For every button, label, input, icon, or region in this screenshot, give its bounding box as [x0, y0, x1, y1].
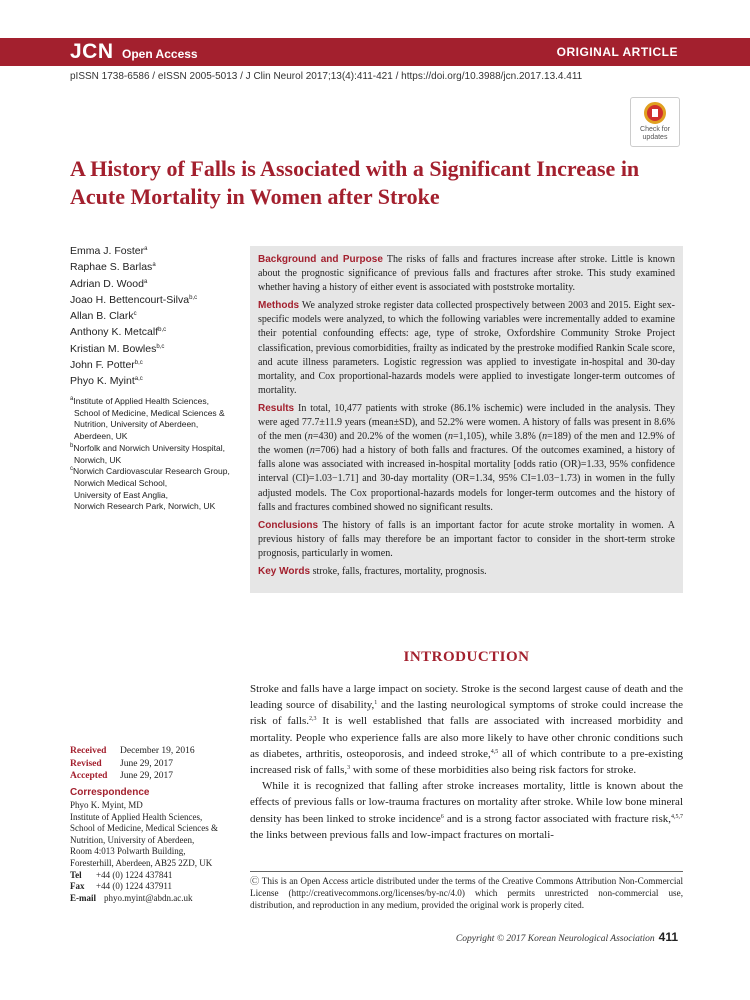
correspondence-heading: Correspondence: [70, 787, 150, 798]
author[interactable]: John F. Potter$^{b,c}$: [70, 359, 143, 372]
abstract-box: [250, 246, 683, 593]
article-title: A History of Falls is Associated with a Significant Increase in Acute Mortality in Women after Stroke: [70, 156, 640, 209]
author[interactable]: Emma J. Foster$^a$: [70, 245, 148, 257]
introduction-heading: INTRODUCTION: [403, 649, 530, 665]
page-footer: [456, 930, 678, 944]
fax-line: Fax +44 (0) 1224 437911: [70, 881, 172, 892]
check-updates-line1: Check for: [640, 126, 670, 133]
license-note: Ⓒ This is an Open Access article distributed under the terms of the Creative Commons Attribution Non-Commercial License (http://creativecommons.org/licenses/by-nc/4.0) which permits unrestricted non-commercial use, distribution, and reproduction in any medium, provided the original work is properly cited.: [250, 871, 683, 912]
check-for-updates-button[interactable]: [630, 97, 680, 147]
tel-line: Tel +44 (0) 1224 437841: [70, 869, 173, 880]
abstract-conclusions: Conclusions The history of falls is an important factor for acute stroke mortality in women. A previous history of falls may therefore be an important factor to consider in the short-term stroke prognosis, particularly in women.: [258, 519, 675, 559]
abstract-methods: Methods We analyzed stroke register data collected prospectively between 2003 and 2015. Eight sex-specific models were analyzed, to which the following variables were incrementally added to examine their potential confounding effects: age, type of stroke, Oxfordshire Community Stroke Project classification, previous comorbidities, frailty as indicated by the prestroke modified Rankin Scale score, and acute illness parameters. Logistic regression was applied to investigate in-hospital and 30-day mortality, and Cox proportional-hazards models were applied to investigate longer-term outcomes of mortality.: [258, 300, 675, 396]
author[interactable]: Allan B. Clark$^c$: [70, 310, 137, 323]
article-dates: [70, 745, 195, 783]
date-row: Received December 19, 2016: [70, 746, 195, 756]
check-updates-line2: updates: [642, 134, 668, 141]
author[interactable]: Kristian M. Bowles$^{b,c}$: [70, 342, 165, 355]
correspondence-block: Phyo K. Myint, MD Institute of Applied Health Sciences, School of Medicine, Medical Sciences & Nutrition, University of Aberdeen, Room 4:013 Polwarth Building, Foresterhill, Aberdeen, AB25 2ZD, UK Tel +44 (0) 1224 437841 Fax +44 (0) 1224 437911 E-mail phyo.myint@abdn.ac.uk: [70, 800, 218, 903]
affiliations: [70, 396, 245, 513]
abstract-results: Results In total, 10,477 patients with stroke (86.1% ischemic) were included in the analysis. They were aged 77.7±11.9 years (mean±SD), and 52.2% were women. A history of falls was present in 8.6% of the men (n=430) and 20.2% of the women (n=1,105), while 3.8% (n=189) of the men and 12.9% of the women (n=706) had a history of both falls and fractures. Of the outcomes examined, a history of falls alone was associated with increased in-hospital mortality [odds ratio (OR)=1.33, 95% confidence interval (CI)=1.03−1.71] and 30-day mortality (OR=1.34, 95% CI=1.03−1.73) in women in the fully adjusted models. The Cox proportional-hazards models for longer-term outcomes and the history of falls and fractures combined showed no significant results.: [258, 402, 675, 513]
abstract-keywords: Key Words stroke, falls, fractures, mortality, prognosis.: [258, 565, 487, 577]
date-row: Accepted June 29, 2017: [70, 771, 174, 782]
author[interactable]: Joao H. Bettencourt-Silva$^{b,c}$: [70, 293, 198, 306]
page-number: 411: [658, 930, 678, 944]
author[interactable]: Phyo K. Myint$^{a,c}$: [70, 375, 143, 388]
citation-line: pISSN 1738-6586 / eISSN 2005-5013 / J Clin Neurol 2017;13(4):411-421 / https://doi.org/10.3988/jcn.2017.13.4.411: [70, 71, 583, 82]
copyright: Copyright © 2017 Korean Neurological Association: [455, 934, 655, 944]
date-row: Revised June 29, 2017: [70, 758, 174, 769]
email-line: E-mail phyo.myint@abdn.ac.uk: [70, 892, 193, 903]
email-link[interactable]: phyo.myint@abdn.ac.uk: [104, 892, 193, 903]
author[interactable]: Adrian D. Wood$^a$: [70, 277, 148, 290]
bookmark-icon: [644, 102, 666, 124]
abstract-background: Background and Purpose The risks of falls and fractures increase after stroke. Little is known about the prognostic significance of previous falls and fractures after stroke. This study examined whether having a history of either event is associated with poststroke mortality.: [258, 254, 675, 294]
affiliation-b: $^b$Norfolk and Norwich University Hospital, Norwich, UK: [70, 442, 225, 465]
open-access-label: Open Access: [122, 47, 198, 61]
affiliation-c: $^c$Norwich Cardiovascular Research Group, Norwich Medical School, University of East Anglia, Norwich Research Park, Norwich, UK: [70, 466, 230, 512]
introduction-paragraph-2: While it is recognized that falling after stroke increases mortality, little is known about the effects of previous falls or low-trauma fractures on mortality after stroke. While low bone mineral density has been linked to stroke incidence$^6$ and is a strong factor associated with fracture risk,$^{4,5,7}$ the links between previous falls and low-impact fractures on mortali-: [250, 780, 684, 841]
introduction-body: [250, 681, 683, 843]
introduction-paragraph-1: Stroke and falls have a large impact on society. Stroke is the second largest cause of death and the leading source of disability,$^1$ and the lasting neurological symptoms of stroke could increase the risk of falls.$^{2,3}$ It is well established that falls are associated with increased morbidity and mortality. People who experience falls are also more likely to have other chronic conditions such as diabetes, arthritis, osteoporosis, and indeed stroke,$^{4,5}$ all of which contribute to a pre-existing increased risk of falls,$^3$ with some of these morbidities also being risk factors for stroke.: [250, 683, 683, 777]
author[interactable]: Raphae S. Barlas$^a$: [70, 261, 156, 274]
affiliation-a: $^a$Institute of Applied Health Sciences, School of Medicine, Medical Sciences & Nutrition, University of Aberdeen, Aberdeen, UK: [70, 396, 225, 442]
article-type: ORIGINAL ARTICLE: [556, 45, 678, 59]
author[interactable]: Anthony K. Metcalf$^{b,c}$: [70, 326, 167, 339]
journal-logo: JCN: [70, 40, 114, 63]
author-list: [70, 243, 240, 390]
